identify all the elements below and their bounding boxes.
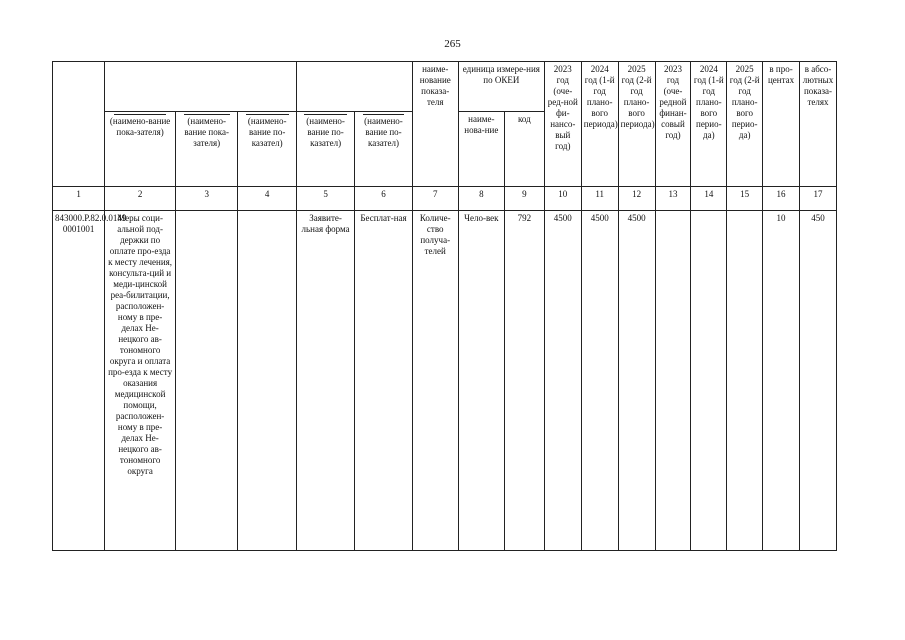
header-sub-2 xyxy=(105,112,176,187)
header-sub-3 xyxy=(175,112,238,187)
header-percent: в про-центах xyxy=(763,62,800,187)
header-2024: 2024 год (1-й год плано-вого периода) xyxy=(581,62,618,187)
cell-2025: 4500 xyxy=(618,211,655,551)
header-sub-5 xyxy=(296,112,354,187)
registry-code: 843000.Р.82.0.0149 0001001 xyxy=(53,211,105,551)
header-unit-name: наиме-нова-ние xyxy=(458,112,504,187)
column-numbers-row xyxy=(53,187,837,211)
header-sub-5-label: (наимено-вание по-казател) xyxy=(306,116,345,148)
column-number: 15 xyxy=(727,187,763,211)
header-indicator-name: наиме-нование показа-теля xyxy=(412,62,458,187)
cell-indicator: Количе-ство получа-телей xyxy=(412,211,458,551)
column-number: 2 xyxy=(105,187,176,211)
header-col1 xyxy=(53,62,105,187)
cell-percent: 10 xyxy=(763,211,800,551)
column-number: 6 xyxy=(355,187,412,211)
column-number: 9 xyxy=(504,187,544,211)
header-2025-fee: 2025 год (2-й год плано-вого перио-да) xyxy=(727,62,763,187)
header-sub-3-label: (наимено-вание пока-зателя) xyxy=(184,116,229,148)
column-number: 7 xyxy=(412,187,458,211)
cell-c3 xyxy=(175,211,238,551)
table-row xyxy=(53,211,837,551)
service-description: Меры соци-альной под-держки по оплате про-езда к месту лечения, консульта-ций и меди-цинской реа-билитации, расположен-ному в пре-делах Не-нецкого ав-тономного округа и оплата про-езда к месту оказания медицинской помощи, расположен-ному в пре-делах Не-нецкого ав-тономного округа xyxy=(105,211,176,551)
column-number: 1 xyxy=(53,187,105,211)
column-number: 14 xyxy=(691,187,727,211)
cell-2024: 4500 xyxy=(581,211,618,551)
header-row-top xyxy=(53,62,837,112)
header-unit-okei: единица измере-ния по ОКЕИ xyxy=(458,62,544,112)
blank-line xyxy=(246,114,289,115)
column-number: 3 xyxy=(175,187,238,211)
blank-line xyxy=(114,114,167,115)
cell-2023: 4500 xyxy=(544,211,581,551)
cell-payment: Бесплат-ная xyxy=(355,211,412,551)
header-group-content xyxy=(105,62,297,112)
column-number: 10 xyxy=(544,187,581,211)
header-sub-2-label: (наимено-вание пока-зателя) xyxy=(109,116,171,137)
header-unit-code: код xyxy=(504,112,544,187)
blank-line xyxy=(304,114,347,115)
indicators-table xyxy=(52,61,837,551)
header-2024-fee: 2024 год (1-й год плано-вого перио-да) xyxy=(691,62,727,187)
header-sub-6 xyxy=(355,112,412,187)
cell-form: Заявите-льная форма xyxy=(296,211,354,551)
header-absolute: в абсо-лютных показа-телях xyxy=(800,62,837,187)
column-number: 11 xyxy=(581,187,618,211)
blank-line xyxy=(184,114,230,115)
header-2023-fee: 2023 год (оче-редной финан-совый год) xyxy=(655,62,691,187)
header-2025: 2025 год (2-й год плано-вого периода) xyxy=(618,62,655,187)
column-number: 5 xyxy=(296,187,354,211)
blank-line xyxy=(363,114,405,115)
header-sub-4-label: (наимено-вание по-казател) xyxy=(247,116,287,148)
cell-c4 xyxy=(238,211,296,551)
column-number: 16 xyxy=(763,187,800,211)
cell-2025-fee xyxy=(727,211,763,551)
cell-unit-code: 792 xyxy=(504,211,544,551)
header-group-conditions xyxy=(296,62,412,112)
header-sub-4 xyxy=(238,112,296,187)
header-2023: 2023 год (оче-ред-ной фи-нансо-вый год) xyxy=(544,62,581,187)
column-number: 8 xyxy=(458,187,504,211)
column-number: 4 xyxy=(238,187,296,211)
column-number: 17 xyxy=(800,187,837,211)
cell-2024-fee xyxy=(691,211,727,551)
header-sub-6-label: (наимено-вание по-казател) xyxy=(364,116,403,148)
cell-unit-name: Чело-век xyxy=(458,211,504,551)
cell-absolute: 450 xyxy=(800,211,837,551)
column-number: 13 xyxy=(655,187,691,211)
cell-2023-fee xyxy=(655,211,691,551)
page-number: 265 xyxy=(444,38,461,50)
column-number: 12 xyxy=(618,187,655,211)
